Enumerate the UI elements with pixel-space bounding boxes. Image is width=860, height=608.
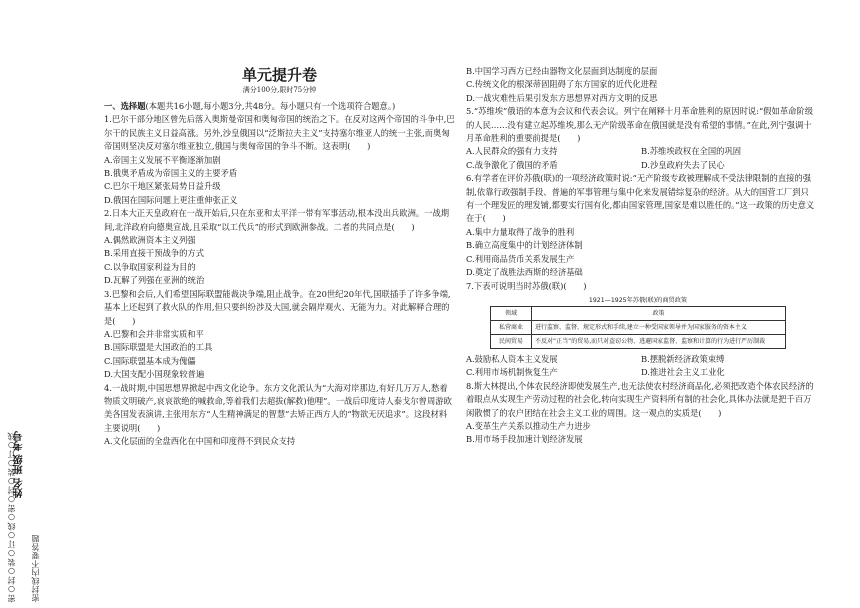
q7-options-row-1 [466,353,816,366]
q5-option-b: B.苏维埃政权在全国的巩固 [641,146,742,157]
table-cell-policy: 不反对“正当”的贸易,而只对盗窃公物、逃避国家监督、监察和计算的行为进行严厉制裁 [532,334,786,348]
q5-option-c: C.战争激化了俄国的矛盾 [466,159,558,170]
q7-option-b: B.摆脱新经济政策束缚 [641,353,725,364]
section-note: (本题共16小题,每小题3分,共48分。每小题只有一个选项符合题意。) [145,101,396,111]
q3-option-b: B.国际联盟是大国政治的工具 [104,342,213,353]
q6-option-d: D.奠定了战胜法西斯的经济基础 [466,267,583,278]
page-subtitle: 满分100分,限时75分钟 [242,86,317,94]
q4-option-b: B.中国学习西方已经由器物文化层面到达制度的层面 [466,66,658,76]
q6-option-c: C.利用商品货币关系发展生产 [466,253,575,264]
q7-option-a: A.鼓励私人资本主义发展 [466,353,558,364]
q6-option-b: B.确立高度集中的计划经济体制 [466,240,583,251]
q8-option-a: A.变革生产关系以推动生产力进步 [466,420,591,431]
student-info-fields: 姓名 班级 考号 [14,431,25,498]
q2-option-d: D.瓦解了列强在亚洲的统治 [104,275,205,286]
q3-option-a: A.巴黎和会并非常实质和平 [104,328,204,339]
q2-option-a: A.偶然欧洲资本主义列强 [104,235,196,246]
q5-option-d: D.沙皇政府失去了民心 [641,159,725,170]
q3-option-d: D.大国支配小国现象较普遍 [104,369,205,380]
q1-option-d: D.俄国在国际问题上更注重伸张正义 [104,194,238,205]
q4-option-a: A.文化层面的全盘西化在中国和印度得不到民众支持 [104,436,296,447]
table-cell-field: 民间贸易 [491,334,532,348]
q7-options-row-2 [466,366,816,379]
q7-table-title: 1921—1925年苏俄(联)的商贸政策 [588,296,688,304]
q3-stem: 3.巴黎和会后,人们希望国际联盟能裁决争端,阻止战争。在20世纪20年代,国联插手了许多争端,基本上还起到了救火队的作用,但只要纠纷涉及大国,就会隔岸观火、无能为力。对此解释合理的是( ) [104,288,451,326]
page-title: 单元提升卷 [241,66,317,84]
q2-option-b: B.采用直接干预战争的方式 [104,248,205,259]
q4-option-d: D.一战灾难性后果引发东方思想界对西方文明的反思 [466,92,658,103]
q5-stem: 5.“苏维埃”俄语的本意为会议和代表会议。列宁在阐释十月革命胜利的原因时说:“假如革命阶级的人民……没有建立起苏维埃,那么无产阶级革命在俄国就是没有希望的事情。”在此,列宁强调十月革命胜利的重要前提是( ) [466,106,814,144]
q8-option-b: B.用市场手段加速计划经济发展 [466,434,583,445]
q5-options-row-1 [466,145,816,158]
binding-margin [0,0,96,608]
q6-stem: 6.有学者在评价苏俄(联)的一项经济政策时说:“无产阶级专政被理解成不受法律限制的直接的强制,依靠行政强制手段、普遍的军事管理与集中化来发展错综复杂的经济。从大的国营工厂到只有一个理发匠的理发铺,都要实行国有化,都由国家管理,国家是难以胜任的。”这一政策的历史意义在于( ) [466,173,815,224]
q7-table [490,306,786,349]
table-header-field: 领域 [491,306,532,320]
q5-option-a: A.人民群众的强有力支持 [466,146,558,157]
table-cell-field: 私营商业 [491,320,532,334]
q1-option-b: B.俄奥矛盾成为帝国主义的主要矛盾 [104,168,238,179]
table-header-policy: 政策 [532,306,786,320]
section-title: 一、选择题 [104,101,146,111]
section-heading [104,100,455,113]
table-row [491,334,786,348]
seal-line-outer: 密○封○装○订○线○密○封○装○订○线 [7,431,16,602]
q2-stem: 2.日本大正天皇政府在一战开始后,只在东亚和太平洋一带有军事活动,根本没出兵欧洲。一战期间,北洋政府向德奥宣战,且采取“以工代兵”的形式到欧洲参战。二者的共同点是( ) [104,208,450,232]
left-column [104,66,455,449]
q1-option-a: A.帝国主义发展不平衡逐渐加剧 [104,154,221,165]
q7-option-c: C.利用市场机制恢复生产 [466,367,558,378]
q7-stem: 7.下表可说明当时苏俄(联)( ) [466,280,587,291]
seal-line-inner: 密封线内不要答题 [31,534,40,602]
q8-stem: 8.斯大林提出,个体农民经济即使发展生产,也无法使农村经济商品化,必须把改造个体农民经济的着眼点从实现生产劳动过程的社会化,转向实现生产资料所有制的社会化,具体办法就是把千百万闲散惯了的农户团结在社会主义工业的周围。这一观点的实质是( ) [466,380,814,418]
q4-stem: 4.一战时期,中国思想界掀起中西文化论争。东方文化派认为“大海对岸那边,有好几万万人,愁着物质文明破产,哀哀欲绝的喊救命,等着我们去超拔(解救)他哩”。一战后印度诗人泰戈尔曾周游欧美各国发表演讲,主张用东方“人生精神满足的智慧”去矫正西方人的“物欲无厌追求”。这段材料主要说明( ) [104,382,452,433]
q2-option-c: C.以争取国家利益为目的 [104,261,196,272]
q1-stem: 1.巴尔干部分地区曾先后落入奥斯曼帝国和奥匈帝国的统治之下。在反对这两个帝国的斗争中,巴尔干的民族主义日益高涨。另外,沙皇俄国以“泛斯拉夫主义”支持塞尔维亚人的统一主张,而奥匈帝国则坚决反对塞尔维亚独立,俄国与奥匈帝国的争斗不断。这表明( ) [104,114,455,152]
q4-option-c: C.传统文化的根深蒂固阻碍了东方国家的近代化进程 [466,79,658,90]
table-row [491,320,786,334]
q3-option-c: C.国际联盟基本成为傀儡 [104,355,196,366]
q6-option-a: A.集中力量取得了战争的胜利 [466,226,575,237]
right-column [466,65,816,447]
q7-option-d: D.推进社会主义工业化 [641,367,725,378]
table-cell-policy: 进行监察、监督、规定形式和手续,建立一种受国家领导并为国家服务的资本主义 [532,320,786,334]
q1-option-c: C.巴尔干地区紧张局势日益升级 [104,181,221,192]
q7-table-block [490,296,786,349]
table-header-row [491,306,786,320]
q5-options-row-2 [466,159,816,172]
